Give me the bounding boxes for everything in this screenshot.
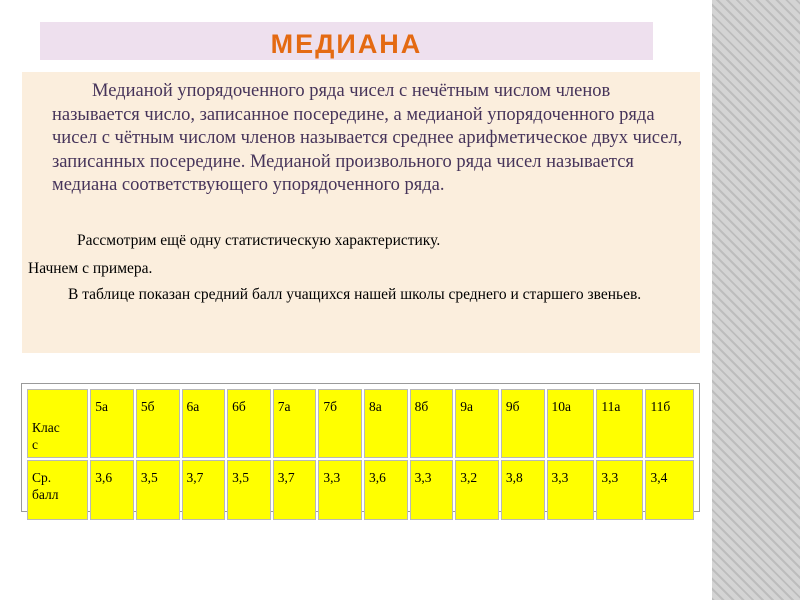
class-cell: 6а xyxy=(182,389,226,458)
class-cell: 9б xyxy=(501,389,545,458)
score-cell: 3,3 xyxy=(547,460,595,520)
score-cell: 3,5 xyxy=(136,460,180,520)
class-cell: 8а xyxy=(364,389,408,458)
score-cell: 3,6 xyxy=(364,460,408,520)
class-cell: 5а xyxy=(90,389,134,458)
score-cell: 3,3 xyxy=(318,460,362,520)
score-cell: 3,5 xyxy=(227,460,271,520)
slide-title: МЕДИАНА xyxy=(270,28,423,59)
class-cell: 7а xyxy=(273,389,317,458)
class-cell: 8б xyxy=(410,389,454,458)
score-row xyxy=(27,460,694,520)
class-cell: 7б xyxy=(318,389,362,458)
class-cell: 10а xyxy=(547,389,595,458)
grade-table-frame xyxy=(21,383,700,512)
score-cell: 3,8 xyxy=(501,460,545,520)
class-cell: 6б xyxy=(227,389,271,458)
class-cell: 9а xyxy=(455,389,499,458)
grade-table xyxy=(25,387,696,522)
class-cell: 11а xyxy=(596,389,643,458)
score-cell: 3,4 xyxy=(645,460,694,520)
class-header-cell: Клас с xyxy=(27,389,88,458)
text-box xyxy=(22,72,700,353)
median-definition: Медианой упорядоченного ряда чисел с нечётным числом членов называется число, записанное посередине, а медианой упорядоченного ряда чисел с чётным числом членов называется среднее арифметическое двух чисел, записанных посередине. Медианой произвольного ряда чисел называется медиана соответствующего упорядоченного ряда. xyxy=(52,81,683,195)
score-cell: 3,2 xyxy=(455,460,499,520)
class-cell: 11б xyxy=(645,389,694,458)
consider-line: Рассмотрим ещё одну статистическую характеристику. xyxy=(77,232,441,249)
example-line: Начнем с примера. xyxy=(28,260,153,277)
title-bar xyxy=(40,22,653,60)
class-row xyxy=(27,389,694,458)
score-cell: 3,6 xyxy=(90,460,134,520)
score-cell: 3,7 xyxy=(273,460,317,520)
score-header-cell: Ср. балл xyxy=(27,460,88,520)
table-intro: В таблице показан средний балл учащихся нашей школы среднего и старшего звеньев. xyxy=(68,286,642,303)
score-cell: 3,3 xyxy=(596,460,643,520)
score-cell: 3,3 xyxy=(410,460,454,520)
class-cell: 5б xyxy=(136,389,180,458)
score-cell: 3,7 xyxy=(182,460,226,520)
decorative-stripe xyxy=(712,0,800,600)
